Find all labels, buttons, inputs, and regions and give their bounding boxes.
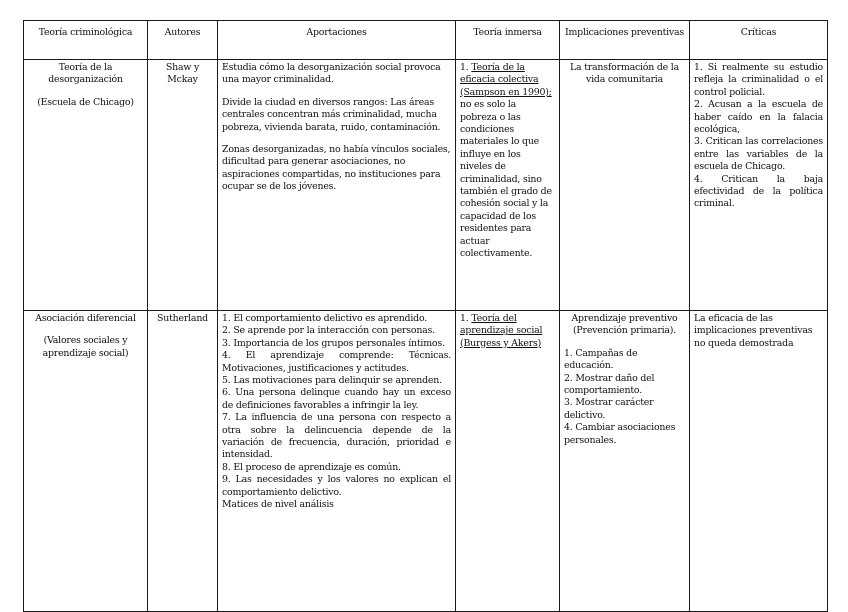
theory-name: Asociación diferencial (35, 313, 136, 324)
theory-sub: (Valores sociales y aprendizaje social) (42, 335, 129, 359)
immersed-theory-link: Teoría de la eficacia colectiva (Sampson en 1990); (460, 62, 552, 98)
header-preventive: Implicaciones preventivas (560, 21, 690, 60)
contribution-item: 8. El proceso de aprendizaje es común. (222, 461, 401, 473)
contributions-cell (218, 311, 456, 612)
contribution-item: 9. Las necesidades y los valores no explican el comportamiento delictivo. (222, 474, 451, 498)
contribution-item: Matices de nivel análisis (222, 499, 334, 511)
table-row (24, 60, 828, 311)
authors-cell: Shaw y Mckay (148, 60, 218, 311)
contribution-paragraph: Divide la ciudad en diversos rangos: Las áreas centrales concentran más criminalidad, mucha pobreza, vivienda barata, ruido, contaminación. (222, 96, 441, 133)
header-row (24, 21, 828, 60)
header-criticisms: Críticas (690, 21, 828, 60)
contribution-item: 7. La influencia de una persona con respecto a otra sobre la delincuencia depende de la variación de frecuencia, duración, prioridad e intensidad. (222, 412, 451, 461)
preventive-item: 3. Mostrar carácter delictivo. (564, 397, 654, 421)
contribution-paragraph: Zonas desorganizadas, no había vínculos sociales, dificultad para generar asociaciones, no aspiraciones compartidas, no instituciones para ocupar se de los jóvenes. (222, 144, 451, 193)
preventive-item: 2. Mostrar daño del comportamiento. (564, 372, 655, 397)
criticisms-cell (690, 60, 828, 311)
header-authors: Autores (148, 21, 218, 60)
theory-cell (24, 60, 148, 311)
immersed-number: 1. (460, 313, 469, 324)
preventive-cell (560, 311, 690, 612)
authors-cell: Sutherland (148, 311, 218, 612)
theory-cell (24, 311, 148, 612)
header-contributions: Aportaciones (218, 21, 456, 60)
contribution-item: 4. El aprendizaje comprende: Técnicas. Motivaciones, justificaciones y actitudes. (222, 350, 451, 374)
criticism-item: 1. Si realmente su estudio refleja la criminalidad o el control policial. (694, 62, 823, 98)
contribution-item: 6. Una persona delinque cuando hay un exceso de definiciones favorables a infringir la ley. (222, 387, 451, 411)
immersed-theory-cell (456, 311, 560, 612)
theory-sub: (Escuela de Chicago) (37, 96, 134, 108)
criticism-item: 2. Acusan a la escuela de haber caído en la falacia ecológica, (694, 99, 823, 136)
contribution-item: 1. El comportamiento delictivo es aprendido. (222, 313, 428, 324)
contribution-item: 5. Las motivaciones para delinquir se aprenden. (222, 375, 442, 387)
immersed-number: 1. (460, 62, 469, 73)
immersed-theory-cell (456, 60, 560, 311)
criticism-item: 4. Critican la baja efectividad de la política criminal. (694, 173, 823, 210)
immersed-theory-text: no es solo la pobreza o las condiciones materiales lo que influye en los niveles de criminalidad, sino también el grado de cohesión social y la capacidad de los residentes para actuar colectivamente. (460, 99, 552, 260)
contribution-item: 2. Se aprende por la interacción con personas. (222, 325, 435, 337)
preventive-item: 4. Cambiar asociaciones personales. (564, 422, 676, 446)
header-immersed-theory: Teoría inmersa (456, 21, 560, 60)
criticism-item: 3. Critican las correlaciones entre las variables de la escuela de Chicago. (694, 136, 823, 173)
table-row (24, 311, 828, 612)
header-theory: Teoría criminológica (24, 21, 148, 60)
preventive-title: Aprendizaje preventivo (Prevención primaria). (571, 313, 678, 337)
preventive-cell: La transformación de la vida comunitaria (560, 60, 690, 311)
criticisms-cell: La eficacia de las implicaciones preventivas no queda demostrada (690, 311, 828, 612)
contribution-item: 3. Importancia de los grupos personales íntimos. (222, 337, 445, 349)
contributions-cell (218, 60, 456, 311)
contribution-paragraph: Estudia cómo la desorganización social provoca una mayor criminalidad. (222, 62, 441, 86)
criminology-table (23, 20, 828, 612)
theory-name: Teoría de la desorganización (48, 62, 123, 86)
immersed-theory-link: Teoría del aprendizaje social (Burgess y Akers) (460, 313, 543, 349)
preventive-item: 1. Campañas de educación. (564, 347, 638, 372)
